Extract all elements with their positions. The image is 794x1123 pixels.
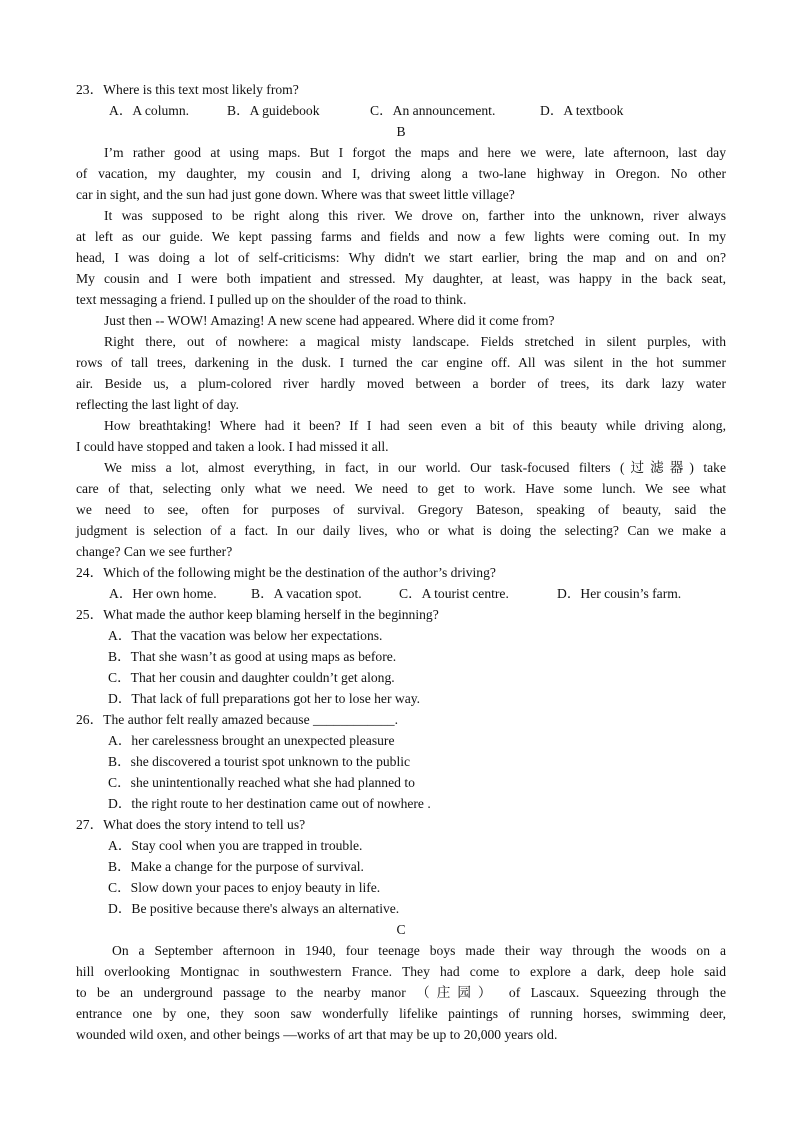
q23-option-c: C．An announcement. xyxy=(370,103,496,118)
text-line: We miss a lot, almost everything, in fact, in our world. Our task-focused filters (过滤器) take xyxy=(104,460,726,475)
text-line: On a September afternoon in 1940, four teenage boys made their way through the woods on a xyxy=(112,943,726,958)
text-line: care of that, selecting only what we need. We need to get to work. Have some lunch. We see what xyxy=(76,481,726,496)
passage-c-paragraph-1 xyxy=(76,940,726,1045)
q25-option-a: A．That the vacation was below her expectations. xyxy=(108,628,383,643)
q24-options xyxy=(76,583,726,604)
q23-stem: 23．Where is this text most likely from? xyxy=(76,82,299,97)
text-line: rows of tall trees, darkening in the dusk. I turned the car engine off. All was silent in the hot summer xyxy=(76,355,726,370)
q26-option-c: C．she unintentionally reached what she had planned to xyxy=(108,775,415,790)
text-line: judgment is selection of a fact. In our daily lives, who or what is doing the selecting? Can we make a xyxy=(76,523,726,538)
q26-stem: 26．The author felt really amazed because ____________. xyxy=(76,712,398,727)
text-line: My cousin and I were both impatient and stressed. My daughter, at least, was happy in the back seat, xyxy=(76,271,726,286)
q25-option-d: D．That lack of full preparations got her to lose her way. xyxy=(108,691,421,706)
passage-b-paragraph-1 xyxy=(76,142,726,205)
text-line: car in sight, and the sun had just gone down. Where was that sweet little village? xyxy=(76,187,515,202)
text-line: wounded wild oxen, and other beings —works of art that may be up to 20,000 years old. xyxy=(76,1027,558,1042)
q26-option-d: D．the right route to her destination came out of nowhere . xyxy=(108,796,431,811)
passage-b-paragraph-4 xyxy=(76,331,726,415)
q24-option-a: A．Her own home. xyxy=(109,586,217,601)
q25-option-c: C．That her cousin and daughter couldn’t get along. xyxy=(108,670,395,685)
q24-option-d: D．Her cousin’s farm. xyxy=(557,586,682,601)
q23-option-d: D．A textbook xyxy=(540,103,624,118)
text-line: I could have stopped and taken a look. I had missed it all. xyxy=(76,439,389,454)
q23-option-b: B．A guidebook xyxy=(227,103,320,118)
text-line: It was supposed to be right along this river. We drove on, farther into the unknown, river always xyxy=(104,208,726,223)
text-line: entrance one by one, they soon saw wonderfully lifelike paintings of running horses, swimming deer, xyxy=(76,1006,726,1021)
text-line: Right there, out of nowhere: a magical misty landscape. Fields stretched in silent purples, with xyxy=(104,334,726,349)
text-line: of vacation, my daughter, my cousin and I, driving along a two-lane highway in Oregon. No other xyxy=(76,166,726,181)
passage-b-paragraph-3 xyxy=(76,310,726,331)
text-line: How breathtaking! Where had it been? If I had seen even a bit of this beauty while driving along, xyxy=(104,418,726,433)
text-line: to be an underground passage to the nearby manor （庄园） of Lascaux. Squeezing through the xyxy=(76,985,726,1000)
q26-option-b: B．she discovered a tourist spot unknown to the public xyxy=(108,754,411,769)
section-b-heading: B xyxy=(396,124,406,139)
q27-option-c: C．Slow down your paces to enjoy beauty in life. xyxy=(108,880,381,895)
q23-options xyxy=(76,100,726,121)
q24-option-b: B．A vacation spot. xyxy=(251,586,362,601)
q27-stem: 27．What does the story intend to tell us? xyxy=(76,817,306,832)
q23-option-a: A．A column. xyxy=(109,103,190,118)
text-line: air. Beside us, a plum-colored river hardly moved between a border of trees, its dark lazy water xyxy=(76,376,726,391)
q27-option-d: D．Be positive because there's always an alternative. xyxy=(108,901,400,916)
q24-option-c: C．A tourist centre. xyxy=(399,586,509,601)
text-line: I’m rather good at using maps. But I forgot the maps and here we were, late afternoon, last day xyxy=(104,145,726,160)
q24-stem: 24．Which of the following might be the destination of the author’s driving? xyxy=(76,565,496,580)
text-line: we need to see, often for purposes of survival. Gregory Bateson, speaking of beauty, said the xyxy=(76,502,726,517)
q26-option-a: A．her carelessness brought an unexpected pleasure xyxy=(108,733,395,748)
q25-stem: 25．What made the author keep blaming herself in the beginning? xyxy=(76,607,439,622)
passage-b-paragraph-6 xyxy=(76,457,726,562)
text-line: change? Can we see further? xyxy=(76,544,233,559)
text-line: at left as our guide. We kept passing farms and fields and now a few lights were coming out. In my xyxy=(76,229,726,244)
text-line: text messaging a friend. I pulled up on the shoulder of the road to think. xyxy=(76,292,467,307)
text-line: reflecting the last light of day. xyxy=(76,397,239,412)
q27-option-a: A．Stay cool when you are trapped in trouble. xyxy=(108,838,363,853)
exam-page xyxy=(76,79,726,1045)
q25-option-b: B．That she wasn’t as good at using maps as before. xyxy=(108,649,397,664)
passage-b-paragraph-5 xyxy=(76,415,726,457)
text-line: head, I was doing a lot of self-criticisms: Why didn't we start earlier, bring the map and on and on? xyxy=(76,250,726,265)
section-c-heading: C xyxy=(396,922,406,937)
text-line: hill overlooking Montignac in southwestern France. They had come to explore a dark, deep hole said xyxy=(76,964,726,979)
passage-b-paragraph-2 xyxy=(76,205,726,310)
text-line: Just then -- WOW! Amazing! A new scene had appeared. Where did it come from? xyxy=(104,313,555,328)
q27-option-b: B．Make a change for the purpose of survival. xyxy=(108,859,364,874)
